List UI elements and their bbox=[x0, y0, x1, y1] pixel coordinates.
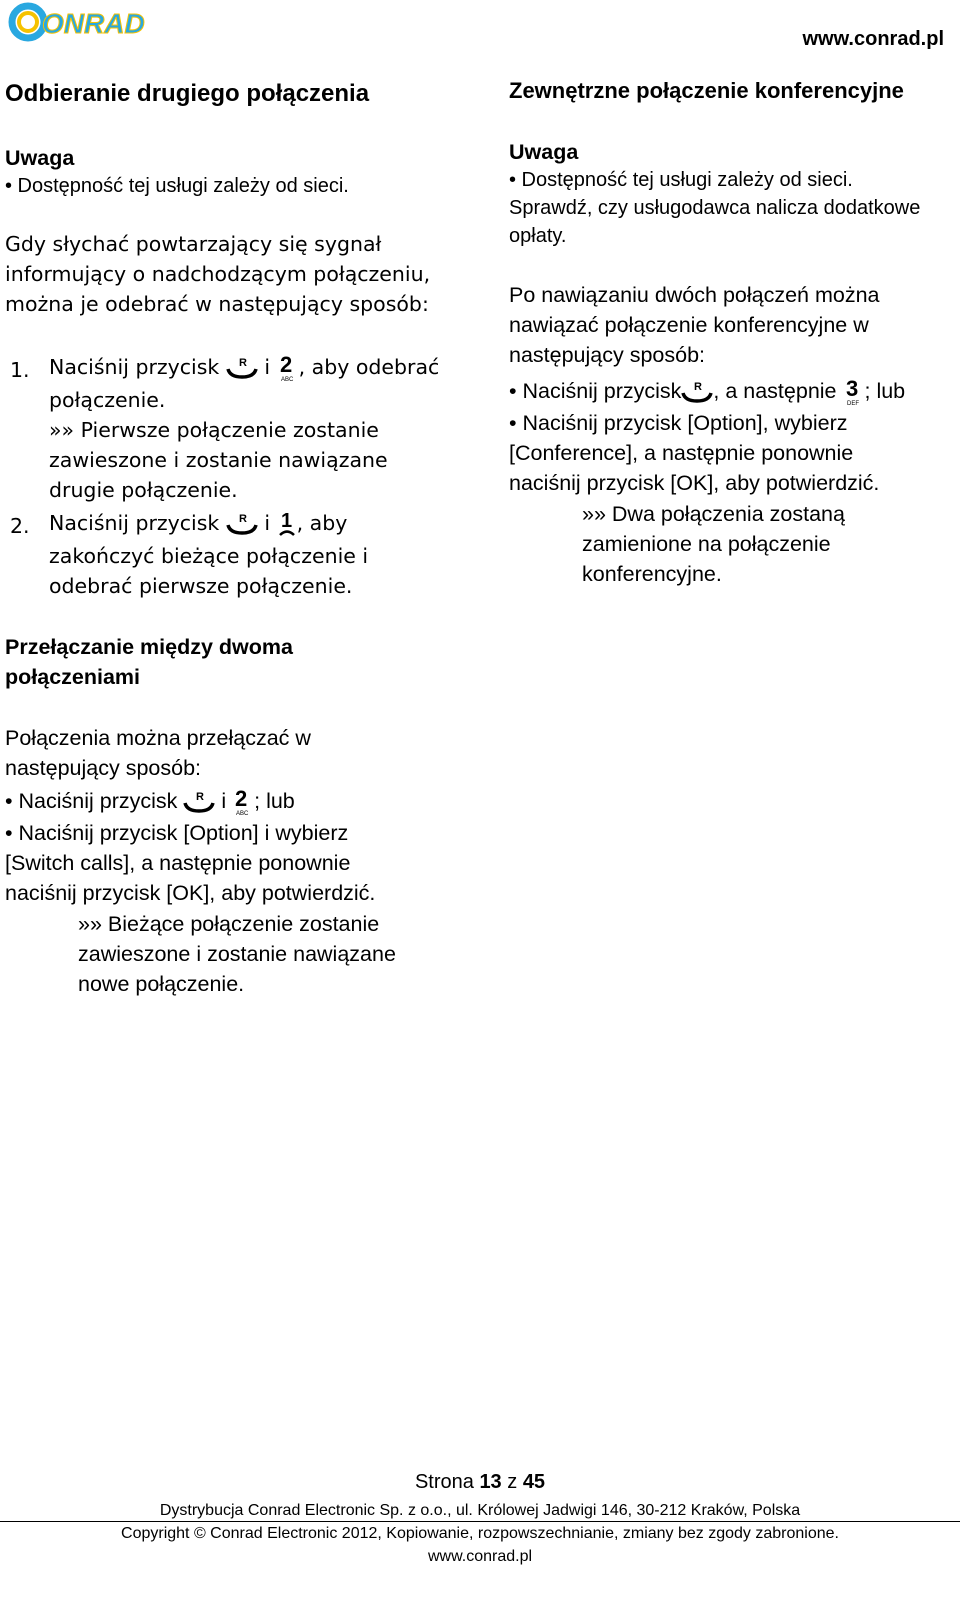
key-3-def-icon bbox=[843, 377, 865, 407]
note-heading: Uwaga bbox=[509, 140, 579, 164]
svg-text:2: 2 bbox=[235, 787, 248, 812]
intro-line: nawiązać połączenie konferencyjne w bbox=[509, 313, 869, 337]
conrad-logo bbox=[6, 0, 166, 48]
svg-text:1: 1 bbox=[280, 510, 292, 532]
page-prefix: Strona bbox=[414, 1471, 474, 1493]
bullet-text: • Naciśnij przycisk [Option], wybierz bbox=[509, 411, 848, 435]
footer-url[interactable]: www.conrad.pl bbox=[427, 1548, 533, 1565]
step-number: 1. bbox=[10, 358, 30, 382]
bullet-text: ; lub bbox=[254, 789, 295, 813]
svg-text:2: 2 bbox=[279, 353, 292, 377]
step-text: odebrać pierwsze połączenie. bbox=[49, 574, 353, 598]
intro-line: Po nawiązaniu dwóch połączeń można bbox=[509, 283, 880, 307]
page-total: 45 bbox=[522, 1471, 546, 1493]
step-2-line bbox=[49, 508, 347, 539]
section-title: Zewnętrzne połączenie konferencyjne bbox=[509, 78, 904, 103]
result-text: zawieszone i zostanie nawiązane bbox=[78, 942, 396, 966]
note-text: • Dostępność tej usługi zależy od sieci. bbox=[509, 169, 853, 191]
subsection-title: Przełączanie między dwoma bbox=[5, 635, 293, 659]
step-text: i bbox=[264, 355, 271, 379]
step-text: i bbox=[264, 511, 271, 535]
svg-text:ABC: ABC bbox=[236, 811, 249, 818]
svg-text:3: 3 bbox=[845, 377, 858, 402]
key-1-icon bbox=[277, 509, 297, 539]
section-title: Odbieranie drugiego połączenia bbox=[5, 80, 370, 107]
page-number bbox=[0, 1471, 960, 1494]
intro-line: informujący o nadchodzącym połączeniu, bbox=[5, 262, 431, 286]
switch-bullet-1 bbox=[5, 786, 295, 817]
recall-key-icon bbox=[183, 789, 215, 815]
step-number: 2. bbox=[10, 514, 30, 538]
bullet-text: , a następnie bbox=[713, 379, 837, 403]
bullet-text: ; lub bbox=[864, 379, 906, 403]
step-result: zawieszone i zostanie nawiązane bbox=[49, 448, 388, 472]
footer-line: Dystrybucja Conrad Electronic Sp. z o.o., ul. Królowej Jadwigi 146, 30-212 Kraków, Polska bbox=[159, 1502, 801, 1519]
intro-line: można je odebrać w następujący sposób: bbox=[5, 292, 429, 316]
step-result: »» Pierwsze połączenie zostanie bbox=[49, 418, 379, 442]
svg-text:DEF: DEF bbox=[846, 401, 859, 408]
step-text: zakończyć bieżące połączenie i bbox=[49, 544, 369, 568]
recall-key-icon bbox=[226, 511, 258, 537]
subsection-title: połączeniami bbox=[5, 665, 141, 689]
svg-text:R: R bbox=[694, 381, 703, 394]
bullet-text: naciśnij przycisk [OK], aby potwierdzić. bbox=[5, 881, 376, 905]
bullet-text: naciśnij przycisk [OK], aby potwierdzić. bbox=[509, 471, 880, 495]
switch-intro: Połączenia można przełączać w bbox=[5, 726, 311, 750]
bullet-text: • Naciśnij przycisk bbox=[5, 789, 178, 813]
step-text: , aby bbox=[296, 511, 348, 535]
footer-line: Copyright © Conrad Electronic 2012, Kopiowanie, rozpowszechnianie, zmiany bez zgody zabronione. bbox=[121, 1525, 839, 1542]
svg-text:ABC: ABC bbox=[280, 377, 293, 383]
switch-intro: następujący sposób: bbox=[5, 756, 202, 780]
bullet-text: [Switch calls], a następnie ponownie bbox=[5, 851, 351, 875]
result-text: »» Dwa połączenia zostaną bbox=[582, 502, 845, 526]
intro-line: następujący sposób: bbox=[509, 343, 706, 367]
result-text: nowe połączenie. bbox=[78, 972, 245, 996]
bullet-text: [Conference], a następnie ponownie bbox=[509, 441, 854, 465]
step-1-line bbox=[49, 352, 439, 383]
result-text: »» Bieżące połączenie zostanie bbox=[78, 912, 380, 936]
bullet-text: i bbox=[221, 789, 227, 813]
note-text: opłaty. bbox=[509, 225, 567, 247]
svg-text:R: R bbox=[238, 513, 247, 525]
step-text: , aby odebrać bbox=[298, 355, 440, 379]
svg-text:R: R bbox=[238, 357, 247, 369]
result-text: konferencyjne. bbox=[582, 562, 722, 586]
key-2-abc-icon bbox=[232, 787, 254, 817]
step-result: drugie połączenie. bbox=[49, 478, 238, 502]
step-text: Naciśnij przycisk bbox=[49, 355, 220, 379]
note-text: Sprawdź, czy usługodawca nalicza dodatkowe bbox=[509, 197, 921, 219]
page-mid: z bbox=[507, 1471, 518, 1493]
note-text: • Dostępność tej usługi zależy od sieci. bbox=[5, 175, 349, 197]
bullet-text: • Naciśnij przycisk [Option] i wybierz bbox=[5, 821, 349, 845]
recall-key-icon bbox=[226, 355, 258, 381]
step-text: połączenie. bbox=[49, 388, 166, 412]
header-url: www.conrad.pl bbox=[802, 28, 944, 50]
recall-key-icon bbox=[681, 379, 713, 405]
conference-bullet-1 bbox=[509, 376, 905, 407]
note-heading: Uwaga bbox=[5, 146, 75, 170]
page-current: 13 bbox=[479, 1471, 502, 1493]
intro-line: Gdy słychać powtarzający się sygnał bbox=[5, 232, 382, 256]
key-2-abc-icon bbox=[277, 353, 299, 383]
footer-divider bbox=[0, 1521, 960, 1522]
svg-text:ONRAD: ONRAD bbox=[42, 8, 145, 39]
bullet-text: • Naciśnij przycisk bbox=[509, 379, 682, 403]
result-text: zamienione na połączenie bbox=[582, 532, 831, 556]
step-text: Naciśnij przycisk bbox=[49, 511, 220, 535]
svg-text:R: R bbox=[196, 791, 205, 804]
